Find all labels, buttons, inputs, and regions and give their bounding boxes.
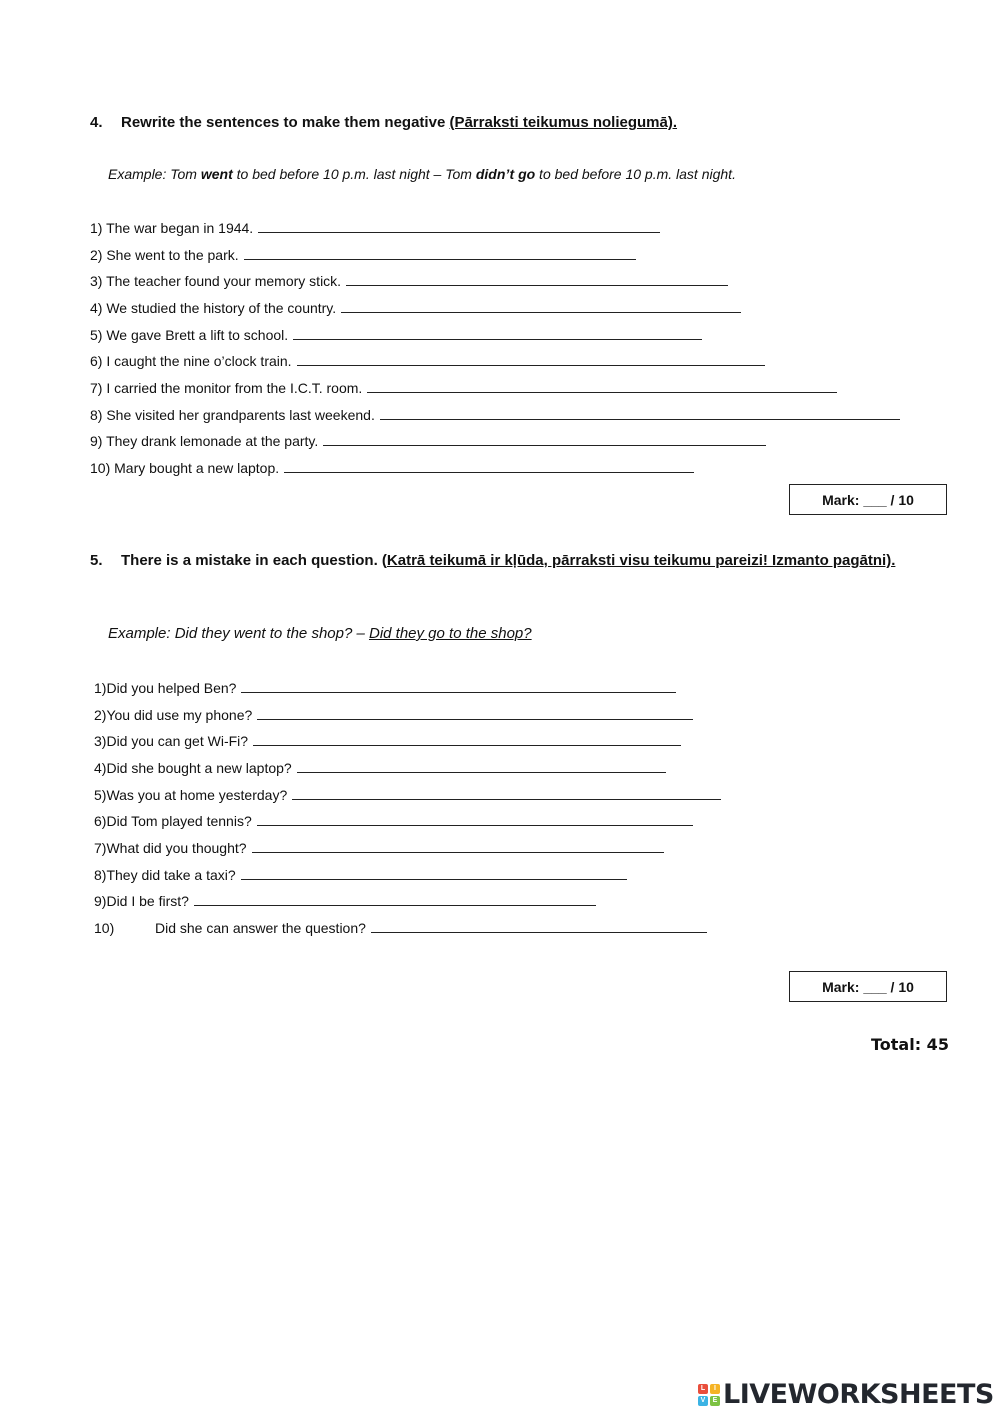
exercise-prompt: 2) She went to the park. [90, 247, 239, 263]
logo-block: I [710, 1384, 720, 1394]
exercise-line [90, 220, 660, 236]
item-number: 3) [94, 733, 107, 749]
exercise-prompt: 9) They drank lemonade at the party. [90, 433, 319, 449]
exercise-line [94, 707, 693, 723]
exercise-line [90, 327, 702, 343]
item-number: 1) [94, 680, 107, 696]
section-5-heading [90, 551, 930, 570]
logo-block: L [698, 1384, 708, 1394]
item-number: 9) [94, 893, 107, 909]
answer-blank[interactable] [292, 787, 721, 800]
example-bold-answer: didn’t go [475, 166, 536, 182]
item-number: 4) [94, 760, 107, 776]
exercise-line [90, 273, 728, 289]
example-prefix: Example: Did they went to the shop? – [108, 625, 369, 642]
example-answer: Did they go to the shop? [368, 625, 532, 642]
answer-blank[interactable] [244, 247, 636, 260]
answer-blank[interactable] [241, 680, 676, 693]
exercise-prompt: 8) She visited her grandparents last weekend. [90, 407, 375, 423]
answer-blank[interactable] [284, 460, 694, 473]
exercise-prompt: Did I be first? [106, 893, 189, 909]
exercise-line [90, 247, 636, 263]
exercise-prompt: 7) I carried the monitor from the I.C.T. room. [90, 380, 363, 396]
section-title-translation: (Pārraksti teikumus noliegumā). [449, 114, 678, 131]
section-4-heading [90, 114, 950, 131]
item-number: 10) [94, 920, 115, 936]
answer-blank[interactable] [293, 327, 702, 340]
exercise-prompt: 4) We studied the history of the country. [90, 300, 337, 316]
exercise-line [94, 787, 721, 803]
exercise-line [90, 380, 837, 396]
section-title: Rewrite the sentences to make them negative [121, 114, 450, 131]
exercise-line [94, 680, 676, 696]
exercise-line [90, 407, 900, 423]
item-number: 8) [94, 867, 107, 883]
answer-blank[interactable] [371, 920, 707, 933]
liveworksheets-logo [698, 1379, 994, 1410]
example-suffix: to bed before 10 p.m. last night. [535, 166, 736, 182]
exercise-line [94, 733, 681, 749]
exercise-prompt: You did use my phone? [106, 707, 253, 723]
answer-blank[interactable] [297, 760, 666, 773]
exercise-line [94, 893, 596, 909]
item-number: 6) [94, 813, 107, 829]
exercise-line [94, 840, 664, 856]
exercise-prompt: Did Tom played tennis? [106, 813, 252, 829]
answer-blank[interactable] [323, 433, 766, 446]
logo-text: LIVEWORKSHEETS [723, 1379, 994, 1410]
mark-box: Mark: ___ / 10 [789, 484, 947, 515]
answer-blank[interactable] [257, 813, 693, 826]
exercise-prompt: 5) We gave Brett a lift to school. [90, 327, 289, 343]
answer-blank[interactable] [253, 733, 681, 746]
answer-blank[interactable] [241, 867, 627, 880]
total-score: Total: 45 [871, 1035, 949, 1054]
exercise-prompt: They did take a taxi? [106, 867, 236, 883]
answer-blank[interactable] [341, 300, 741, 313]
exercise-prompt: What did you thought? [106, 840, 247, 856]
example-bold-word: went [200, 166, 233, 182]
item-number: 7) [94, 840, 107, 856]
exercise-prompt: 10) Mary bought a new laptop. [90, 460, 280, 476]
example-sentence [108, 625, 532, 642]
answer-blank[interactable] [257, 707, 693, 720]
exercise-prompt: Did you can get Wi-Fi? [106, 733, 249, 749]
logo-block: E [710, 1396, 720, 1406]
exercise-line [94, 920, 707, 936]
section-number: 4. [90, 114, 103, 131]
answer-blank[interactable] [380, 407, 900, 420]
exercise-prompt: 6) I caught the nine o’clock train. [90, 353, 292, 369]
exercise-line [90, 300, 741, 316]
exercise-prompt: Did she bought a new laptop? [106, 760, 292, 776]
exercise-line [94, 760, 666, 776]
item-number: 2) [94, 707, 107, 723]
example-sentence [108, 166, 736, 182]
example-prefix: Example: Tom [108, 166, 201, 182]
mark-box: Mark: ___ / 10 [789, 971, 947, 1002]
exercise-prompt: Was you at home yesterday? [106, 787, 288, 803]
answer-blank[interactable] [252, 840, 664, 853]
exercise-line [94, 867, 627, 883]
exercise-line [90, 353, 765, 369]
example-middle: to bed before 10 p.m. last night – Tom [232, 166, 476, 182]
exercise-prompt: Did you helped Ben? [106, 680, 237, 696]
exercise-line [94, 813, 693, 829]
section-title-translation: Katrā teikumā ir kļūda, pārraksti visu teikumu pareizi! Izmanto pagātni). [386, 552, 896, 569]
logo-block: V [698, 1396, 708, 1406]
answer-blank[interactable] [194, 893, 596, 906]
answer-blank[interactable] [297, 353, 765, 366]
section-number: 5. [90, 552, 103, 569]
answer-blank[interactable] [258, 220, 660, 233]
answer-blank[interactable] [346, 273, 728, 286]
answer-blank[interactable] [367, 380, 837, 393]
item-number: 5) [94, 787, 107, 803]
section-title: There is a mistake in each question. ( [121, 552, 387, 569]
exercise-prompt: Did she can answer the question? [155, 920, 366, 936]
exercise-prompt: 3) The teacher found your memory stick. [90, 273, 342, 289]
exercise-line [90, 433, 766, 449]
exercise-line [90, 460, 694, 476]
exercise-prompt: 1) The war began in 1944. [90, 220, 254, 236]
logo-icon [698, 1384, 720, 1406]
